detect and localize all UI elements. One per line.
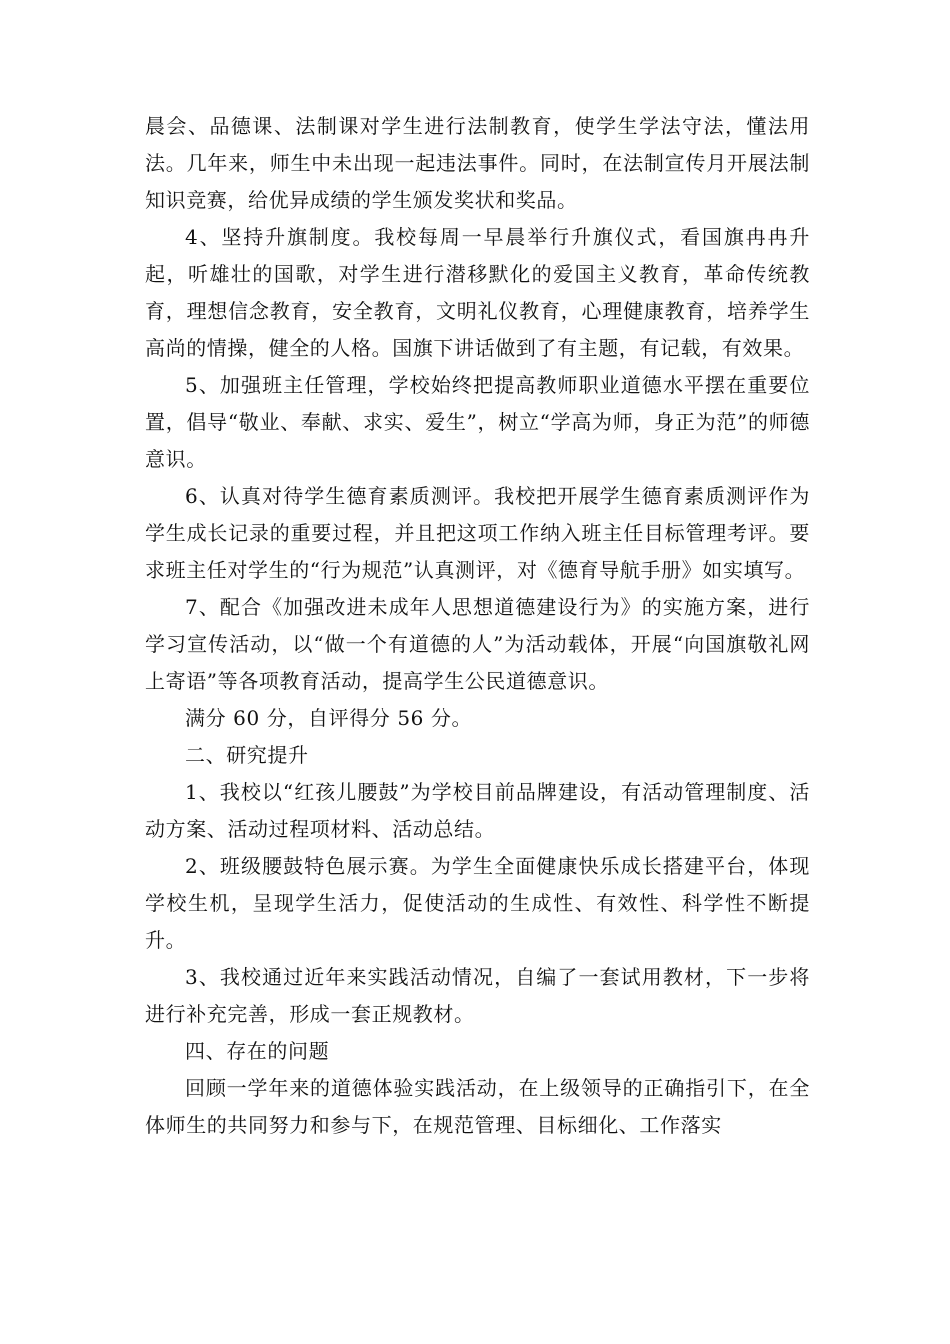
document-body xyxy=(145,108,810,1144)
paragraph: 晨会、品德课、法制课对学生进行法制教育，使学生学法守法，懂法用法。几年来，师生中未出现一起违法事件。同时，在法制宣传月开展法制知识竞赛，给优异成绩的学生颁发奖状和奖品。 xyxy=(145,114,810,212)
paragraph: 3、我校通过近年来实践活动情况，自编了一套试用教材，下一步将进行补充完善，形成一套正规教材。 xyxy=(145,965,810,1026)
score-line: 满分 60 分，自评得分 56 分。 xyxy=(185,706,473,730)
paragraph: 2、班级腰鼓特色展示赛。为学生全面健康快乐成长搭建平台，体现学校生机，呈现学生活力，促使活动的生成性、有效性、科学性不断提升。 xyxy=(145,854,810,952)
section-heading: 二、研究提升 xyxy=(185,743,309,767)
paragraph: 回顾一学年来的道德体验实践活动，在上级领导的正确指引下，在全体师生的共同努力和参与下，在规范管理、目标细化、工作落实 xyxy=(145,1076,810,1137)
paragraph: 7、配合《加强改进未成年人思想道德建设行为》的实施方案，进行学习宣传活动，以“做一个有道德的人”为活动载体，开展“向国旗敬礼网上寄语”等各项教育活动，提高学生公民道德意识。 xyxy=(145,595,810,693)
paragraph: 1、我校以“红孩儿腰鼓”为学校目前品牌建设，有活动管理制度、活动方案、活动过程项材料、活动总结。 xyxy=(145,780,810,841)
paragraph: 4、坚持升旗制度。我校每周一早晨举行升旗仪式，看国旗冉冉升起，听雄壮的国歌，对学生进行潜移默化的爱国主义教育，革命传统教育，理想信念教育，安全教育，文明礼仪教育，心理健康教育，培养学生高尚的情操，健全的人格。国旗下讲话做到了有主题，有记载，有效果。 xyxy=(145,225,810,360)
section-heading: 四、存在的问题 xyxy=(185,1039,330,1063)
paragraph: 6、认真对待学生德育素质测评。我校把开展学生德育素质测评作为学生成长记录的重要过程，并且把这项工作纳入班主任目标管理考评。要求班主任对学生的“行为规范”认真测评，对《德育导航手册》如实填写。 xyxy=(145,484,810,582)
paragraph: 5、加强班主任管理，学校始终把提高教师职业道德水平摆在重要位置，倡导“敬业、奉献、求实、爱生”，树立“学高为师，身正为范”的师德意识。 xyxy=(145,373,810,471)
